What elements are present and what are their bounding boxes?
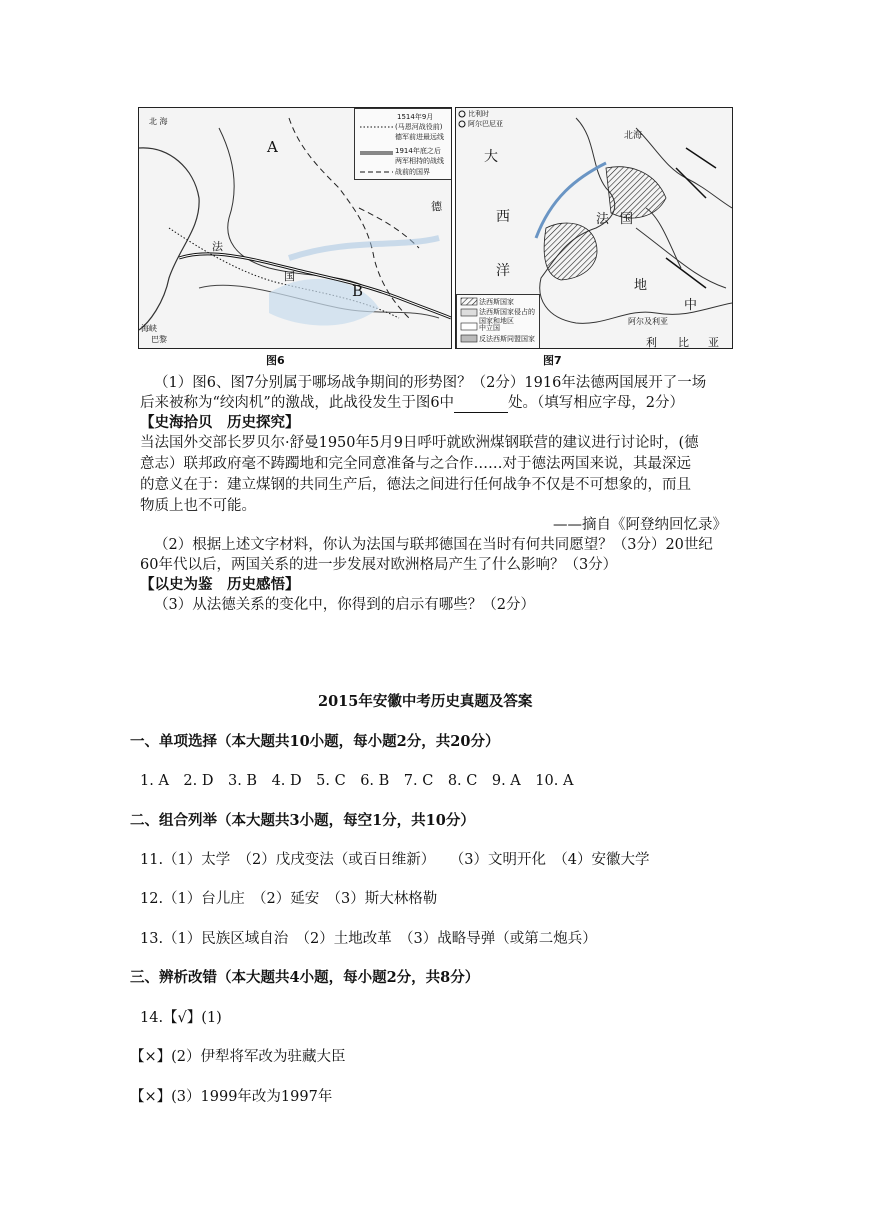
q2-line-2: 60年代以后，两国关系的进一步发展对欧洲格局产生了什么影响？（3分）	[140, 557, 618, 573]
fig7-li-label: 利	[646, 336, 657, 349]
answers-title: 2015年安徽中考历史真题及答案	[318, 693, 533, 710]
fig7-north-sea-label: 北海	[624, 131, 643, 141]
fig6-strait-label: 海峡	[141, 324, 157, 333]
figure7-map	[455, 107, 733, 349]
q14-answer-3: 【×】(3）1999年改为1997年	[130, 1089, 333, 1105]
fig7-yang-label: 洋	[496, 263, 510, 279]
fig6-legend-line-2: (马恩河战役前)	[395, 123, 443, 131]
fig6-country-label: 国	[284, 270, 295, 283]
passage-line-1: 当法国外交部长罗贝尔·舒曼1950年5月9日呼吁就欧洲煤钢联营的建议进行讨论时，(德	[140, 435, 699, 451]
q13-answer: 13.（1）民族区域自治 （2）土地改革 （3）战略导弹（或第二炮兵）	[140, 931, 597, 947]
fig6-paris-label: 巴黎	[151, 335, 167, 344]
fig6-legend-line-6: 战前的国界	[395, 168, 430, 176]
q1-line-2	[140, 393, 684, 413]
fig7-legend-line-4: 反法西斯同盟国家	[479, 335, 535, 343]
fig7-country-label: 国	[620, 212, 634, 227]
section-history-heading: 【史海拾贝 历史探究】	[140, 414, 300, 431]
fig6-point-b-label: B	[352, 282, 364, 300]
part2-heading: 二、组合列举（本大题共3小题，每空1分，共10分）	[130, 812, 475, 829]
q1-answer-blank	[454, 398, 508, 413]
part1-answers: 1. A 2. D 3. B 4. D 5. C 6. B 7. C 8. C 9. A 10. A	[140, 773, 574, 789]
fig6-north-sea-label: 北 海	[149, 117, 168, 126]
figure7-caption: 图7	[543, 354, 562, 367]
fig6-legend-line-4: 1914年底之后	[395, 147, 441, 155]
fig7-legend	[456, 294, 540, 349]
fig6-legend-line-3: 德军前进最远线	[395, 133, 444, 141]
fig7-top-legend	[456, 108, 538, 130]
passage-source: ——摘自《阿登纳回忆录》	[553, 517, 727, 533]
fig7-legend-line-1: 法西斯国家	[479, 298, 514, 306]
q1-line-2-text-b: 处。（填写相应字母，2分）	[508, 395, 685, 411]
fig7-legend-top-2: 阿尔巴尼亚	[468, 120, 503, 128]
passage-line-4: 物质上也不可能。	[140, 498, 256, 514]
fig6-legend-symbols	[357, 109, 397, 179]
figure6-caption: 图6	[266, 354, 285, 367]
fig7-legend-top-1: 比利时	[468, 110, 489, 118]
q3-text: （3）从法德关系的变化中，你得到的启示有哪些？（2分）	[154, 597, 535, 613]
passage-line-3: 的意义在于：建立煤钢的共同生产后，德法之间进行任何战争不仅是不可想象的，而且	[140, 477, 691, 493]
figure6-map	[138, 107, 452, 349]
q2-line-1: （2）根据上述文字材料，你认为法国与联邦德国在当时有何共同愿望？（3分）20世纪	[154, 537, 713, 553]
fig6-legend-line-1: 1514年9月	[397, 113, 434, 121]
fig7-legend-symbols	[459, 295, 481, 348]
fig7-di-label: 地	[634, 278, 648, 293]
fig7-legend-top-symbols	[457, 108, 467, 130]
q1-line-1: （1）图6、图7分别属于哪场战争期间的形势图？（2分）1916年法德两国展开了一场	[154, 375, 707, 391]
part3-heading: 三、辨析改错（本大题共4小题，每小题2分，共8分）	[130, 969, 480, 986]
fig7-legend-line-2: 法西斯国家侵占的国家和地区	[479, 308, 535, 325]
fig6-germany-label: 德	[431, 200, 442, 213]
fig6-legend-line-5: 两军相持的战线	[395, 157, 444, 165]
fig6-legend	[354, 108, 452, 180]
part1-heading: 一、单项选择（本大题共10小题，每小题2分，共20分）	[130, 733, 500, 750]
fig6-france-label: 法	[212, 240, 223, 253]
fig7-xi-label: 西	[496, 209, 510, 225]
q12-answer: 12.（1）台儿庄 （2）延安 （3）斯大林格勒	[140, 891, 438, 907]
fig7-legend-line-3: 中立国	[479, 324, 500, 332]
section-lesson-heading: 【以史为鉴 历史感悟】	[140, 576, 300, 593]
fig7-ya-label: 亚	[708, 336, 719, 349]
fig7-da-label: 大	[484, 149, 498, 165]
q1-line-2-text-a: 后来被称为“绞肉机”的激战，此战役发生于图6中	[140, 395, 455, 411]
q14-answer-1: 14.【√】(1)	[140, 1010, 222, 1026]
fig7-bi-label: 比	[678, 336, 689, 349]
fig7-france-label: 法	[596, 212, 610, 227]
fig7-zhong-label: 中	[684, 298, 698, 313]
fig6-point-a-label: A	[267, 138, 278, 156]
q11-answer: 11.（1）太学 （2）戊戌变法（或百日维新） （3）文明开化 （4）安徽大学	[140, 852, 650, 868]
fig7-algeria-label: 阿尔及利亚	[628, 317, 668, 326]
q14-answer-2: 【×】(2）伊犁将军改为驻藏大臣	[130, 1049, 346, 1065]
passage-line-2: 意志）联邦政府毫不踌躅地和完全同意准备与之合作……对于德法两国来说，其最深远	[140, 456, 691, 472]
